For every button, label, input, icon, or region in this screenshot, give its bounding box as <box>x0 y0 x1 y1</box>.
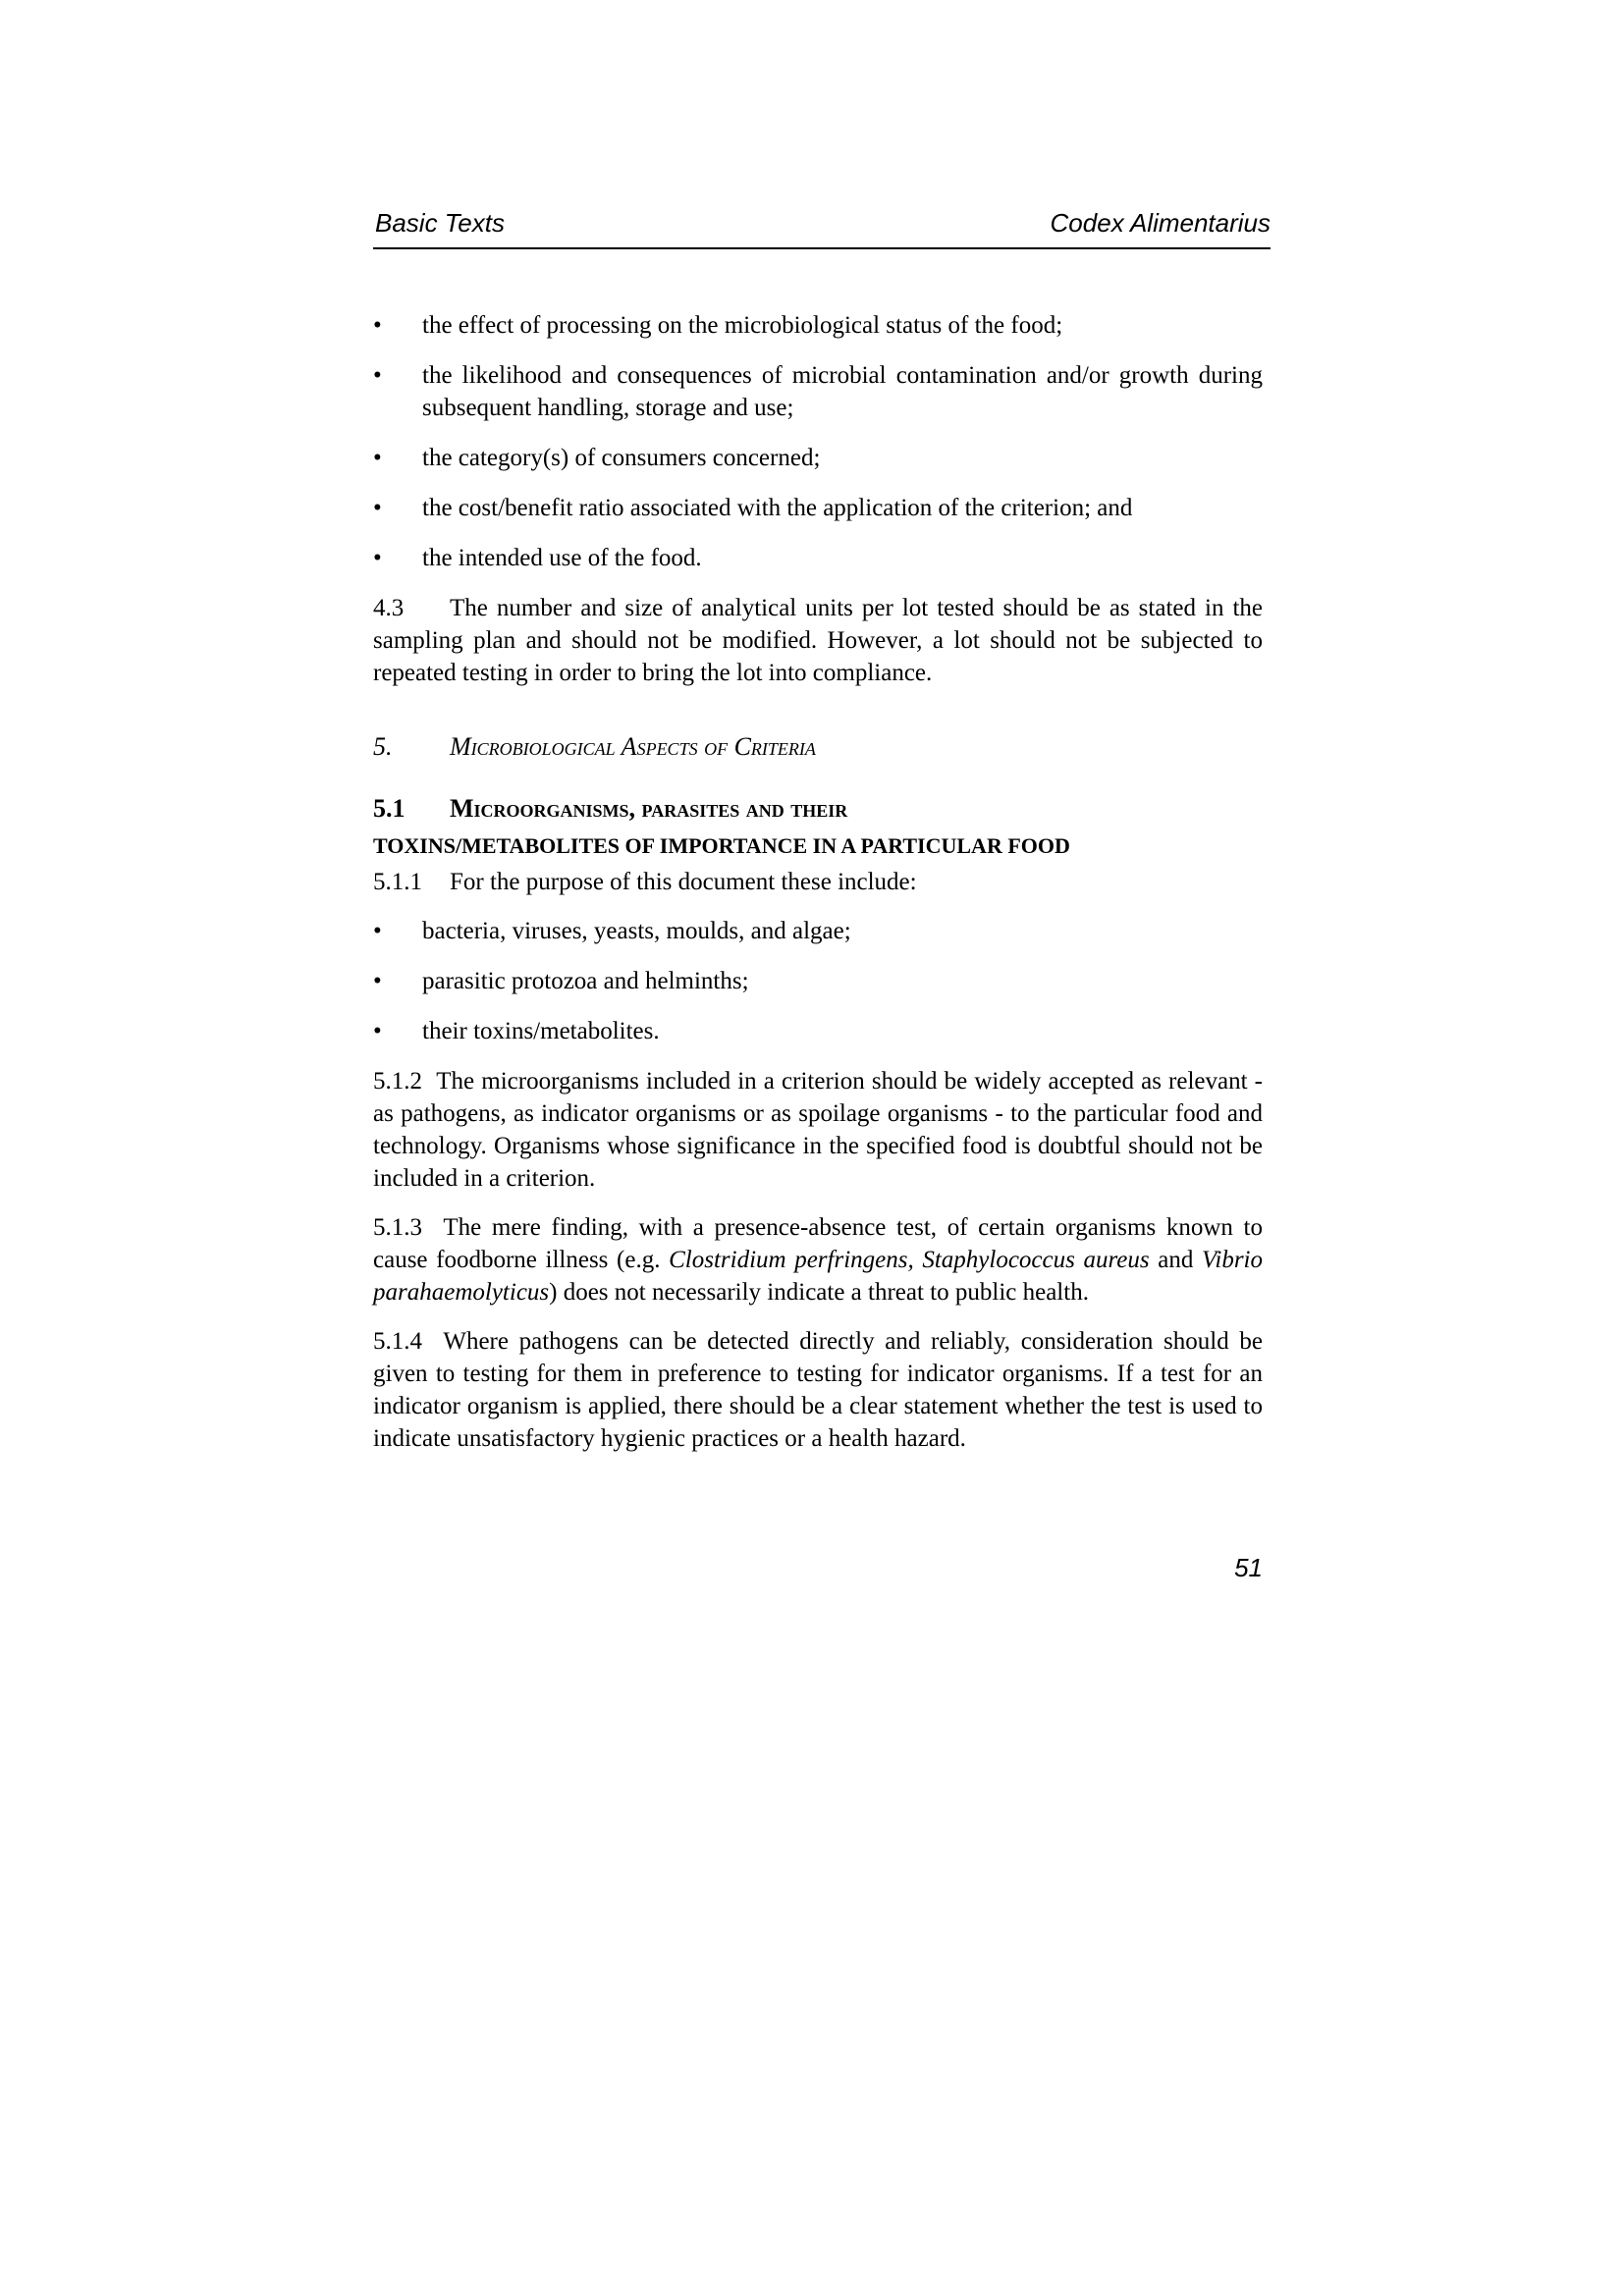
page-number: 51 <box>1234 1553 1263 1582</box>
bullet-icon: • <box>373 918 382 944</box>
paragraph-number: 5.1.2 <box>373 1068 422 1095</box>
running-header <box>373 208 1271 249</box>
section-title-line1: Microorganisms, parasites and their <box>450 794 848 823</box>
paragraph-5-1-2: 5.1.2 The microorganisms included in a criterion should be widely accepted as relevant - as pathogens, as indicator organisms or as spoilage organisms - to the particular food and technology. Organisms whose significance in the specified food is doubtful should not be included in a criterion. <box>373 1068 1264 1192</box>
criteria-factor-list <box>373 309 1263 574</box>
paragraph-5-1-4: 5.1.4 Where pathogens can be detected directly and reliably, consideration should be given to testing for them in preference to testing for indicator organisms. If a test for an indicator organism is applied, there should be a clear statement whether the test is used to indicate unsatisfactory hygienic practices or a health hazard. <box>373 1328 1263 1452</box>
header-right-title: Codex Alimentarius <box>1050 208 1271 238</box>
organism-names: Clostridium perfringens, Staphylococcus aureus <box>669 1247 1150 1273</box>
paragraph-number: 4.3 <box>373 595 405 621</box>
page-body <box>373 309 1263 1471</box>
bullet-icon: • <box>373 445 382 471</box>
paragraph-5-1-3: 5.1.3 The mere finding, with a presence-absence test, of certain organisms known to cause foodborne illness (e.g. Clostridium perfringens, Staphylococcus aureus and Vibrio parahaemolyticus) does not necessarily indicate a threat to public health. <box>373 1214 1264 1306</box>
section-heading-5-1 <box>373 791 1263 827</box>
section-heading-5 <box>373 730 1263 764</box>
bullet-icon: • <box>373 362 382 389</box>
header-left-title: Basic Texts <box>375 208 505 238</box>
organism-name: Vibrio parahaemolyticus <box>373 1247 1264 1306</box>
list-item: • the intended use of the food. <box>373 542 1263 574</box>
bullet-icon: • <box>373 1018 382 1044</box>
organism-list <box>373 915 1263 1047</box>
paragraph-number: 5.1.4 <box>373 1328 422 1355</box>
bullet-icon: • <box>373 545 382 571</box>
section-title-line2: TOXINS/METABOLITES OF IMPORTANCE IN A PARTICULAR FOOD <box>373 833 1070 858</box>
section-number: 5.1 <box>373 794 406 823</box>
list-item: • the effect of processing on the microbiological status of the food; <box>373 309 1263 342</box>
paragraph-number: 5.1.1 <box>373 869 422 895</box>
section-title: Microbiological Aspects of Criteria <box>450 732 816 761</box>
list-item: • their toxins/metabolites. <box>373 1015 1263 1047</box>
list-item: • parasitic protozoa and helminths; <box>373 965 1263 997</box>
section-number: 5. <box>373 732 393 761</box>
list-item: • the likelihood and consequences of microbial contamination and/or growth during subsequent handling, storage and use; <box>373 359 1263 424</box>
bullet-icon: • <box>373 968 382 994</box>
bullet-icon: • <box>373 495 382 521</box>
list-item: • bacteria, viruses, yeasts, moulds, and algae; <box>373 915 1263 947</box>
paragraph-4-3: 4.3 The number and size of analytical units per lot tested should be as stated in the sampling plan and should not be modified. However, a lot should not be subjected to repeated testing in order to bring the lot into compliance. <box>373 592 1263 689</box>
paragraph-5-1-1: 5.1.1 For the purpose of this document these include: <box>373 866 1263 898</box>
list-item: • the category(s) of consumers concerned; <box>373 442 1263 474</box>
paragraph-number: 5.1.3 <box>373 1214 422 1241</box>
list-item: • the cost/benefit ratio associated with the application of the criterion; and <box>373 492 1263 524</box>
bullet-icon: • <box>373 312 382 339</box>
